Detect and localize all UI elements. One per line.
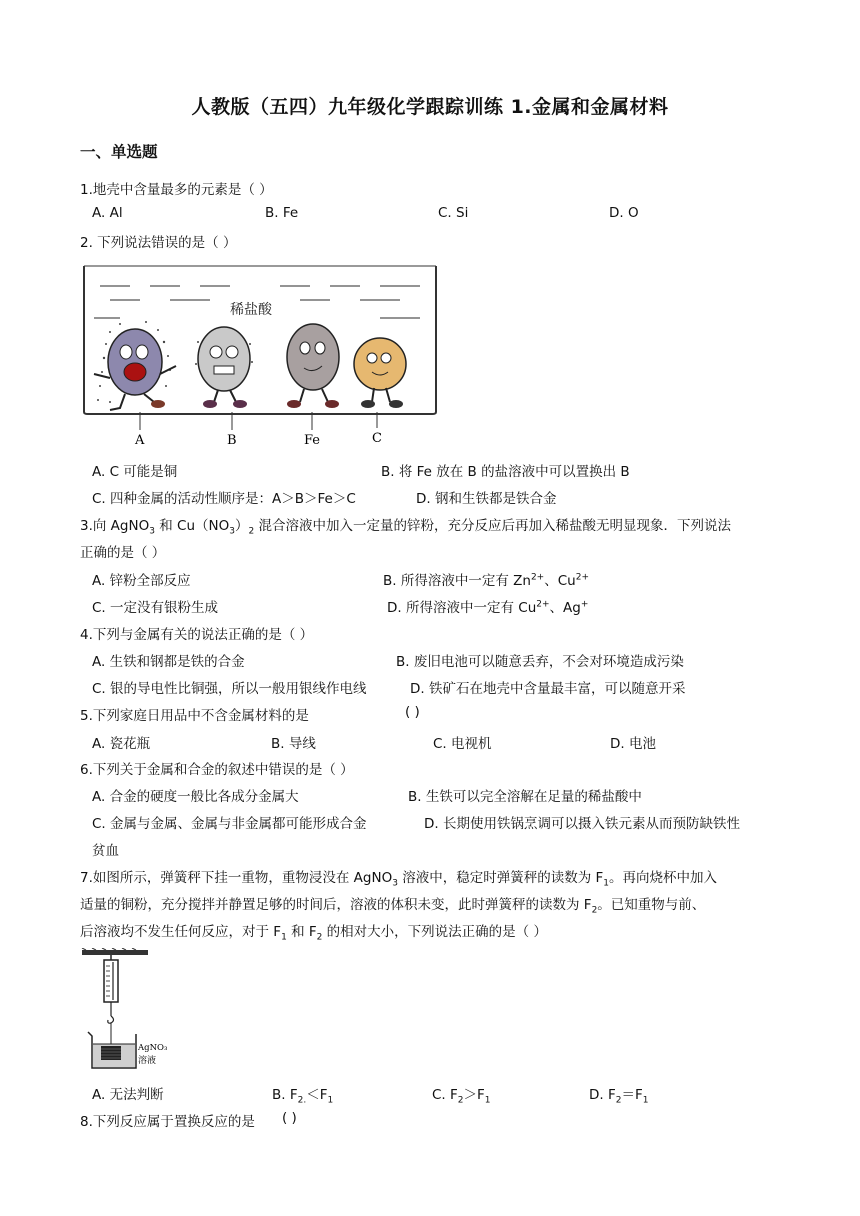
q5-option-a: A. 瓷花瓶 — [92, 736, 151, 752]
q7-option-a: A. 无法判断 — [92, 1087, 164, 1103]
q2-option-b: B. 将 Fe 放在 B 的盐溶液中可以置换出 B — [381, 464, 630, 480]
metal-b-character — [195, 327, 253, 408]
q4-option-b: B. 废旧电池可以随意丢弃，不会对环境造成污染 — [396, 654, 684, 670]
metal-c-character — [354, 338, 406, 408]
q3-stem-line2: 正确的是（ ） — [80, 545, 166, 561]
q5-stem: 5.下列家庭日用品中不含金属材料的是 — [80, 708, 309, 724]
q7-option-c: C. $F_2>F_1$ — [432, 1087, 491, 1106]
q7-option-b: B. $F_{2.}<F_1$ — [272, 1087, 334, 1106]
q2-option-d: D. 钢和生铁都是铁合金 — [416, 491, 557, 507]
q5-option-b: B. 导线 — [271, 736, 316, 752]
q8-paren: ( ) — [282, 1110, 297, 1126]
q3-option-d: D. 所得溶液中一定有 $Cu^{2+}$、Ag+ — [387, 599, 589, 616]
q1-option-d: D. O — [609, 205, 639, 221]
metal-fe-character — [287, 324, 339, 408]
q7-stem-line1: 7.如图所示，弹簧秤下挂一重物，重物浸没在 AgNO$_3$ 溶液中，稳定时弹簧秤的读数为 $F_1$。再向烧杯中加入 — [80, 870, 718, 889]
solution-label-word: 溶液 — [138, 1056, 157, 1066]
q5-option-c: C. 电视机 — [433, 736, 492, 752]
q6-option-c: C. 金属与金属、金属与非金属都可能形成合金 — [92, 816, 367, 832]
q4-option-d: D. 铁矿石在地壳中含量最丰富，可以随意开采 — [410, 681, 686, 697]
q4-stem: 4.下列与金属有关的说法正确的是（ ） — [80, 627, 314, 643]
metal-a-character — [94, 321, 176, 410]
q2-option-c: C. 四种金属的活动性顺序是：A＞B＞Fe＞C — [92, 491, 356, 507]
section-heading: 一、单选题 — [80, 143, 158, 161]
q1-option-c: C. Si — [438, 205, 469, 221]
q5-paren: ( ) — [405, 704, 420, 720]
q3-option-b: B. 所得溶液中一定有 $Zn^{2+}$、$Cu^{2+}$ — [383, 572, 589, 589]
q5-option-d: D. 电池 — [610, 736, 656, 752]
q4-option-a: A. 生铁和钢都是铁的合金 — [92, 654, 245, 670]
q7-option-d: D. $F_2=F_1$ — [589, 1087, 649, 1106]
fig-label-fe: Fe — [304, 433, 321, 448]
q6-option-d-cont: 贫血 — [92, 843, 119, 859]
fig-label-c: C — [372, 431, 382, 446]
spring-scale-figure — [80, 948, 200, 1074]
q6-option-b: B. 生铁可以完全溶解在足量的稀盐酸中 — [408, 789, 642, 805]
q3-option-a: A. 锌粉全部反应 — [92, 573, 191, 589]
fig-label-a: A — [135, 433, 145, 448]
fig-label-b: B — [227, 433, 237, 448]
q8-stem: 8.下列反应属于置换反应的是 — [80, 1114, 255, 1130]
acid-label: 稀盐酸 — [230, 302, 272, 318]
page-title: 人教版（五四）九年级化学跟踪训练 1.金属和金属材料 — [191, 96, 669, 118]
q6-stem: 6.下列关于金属和合金的叙述中错误的是（ ） — [80, 762, 354, 778]
q3-option-c: C. 一定没有银粉生成 — [92, 600, 219, 616]
q6-option-a: A. 合金的硬度一般比各成分金属大 — [92, 789, 299, 805]
solution-label-formula: AgNO₃ — [138, 1043, 168, 1053]
q2-option-a: A. C 可能是铜 — [92, 464, 178, 480]
acid-reaction-figure — [80, 262, 440, 452]
q6-option-d: D. 长期使用铁锅烹调可以摄入铁元素从而预防缺铁性 — [424, 816, 740, 832]
q1-option-a: A. Al — [92, 205, 123, 221]
q2-stem: 2. 下列说法错误的是（ ） — [80, 235, 237, 251]
q7-stem-line2: 适量的铜粉，充分搅拌并静置足够的时间后，溶液的体积未变，此时弹簧秤的读数为 $F_2$。已知重物与前、 — [80, 897, 706, 916]
q1-stem: 1.地壳中含量最多的元素是（ ） — [80, 182, 273, 198]
q4-option-c: C. 银的导电性比铜强，所以一般用银线作电线 — [92, 681, 367, 697]
q7-stem-line3: 后溶液均不发生任何反应，对于 $F_1$ 和 $F_2$ 的相对大小，下列说法正确的是（ ） — [80, 924, 547, 943]
q3-stem: 3.向 AgNO$_3$ 和 $Cu(NO_3)_2$ 混合溶液中加入一定量的锌粉，充分反应后再加入稀盐酸无明显现象．下列说法 — [80, 518, 731, 537]
q1-option-b: B. Fe — [265, 205, 299, 221]
